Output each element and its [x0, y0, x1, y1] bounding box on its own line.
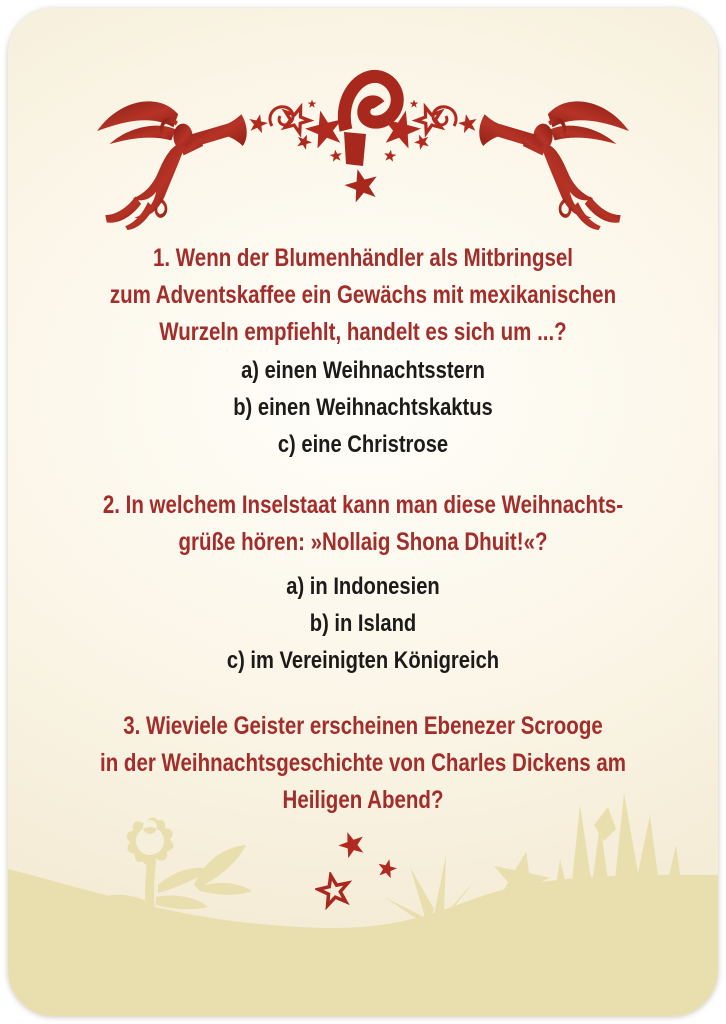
question-2 — [8, 487, 718, 561]
answer-option-b: b) einen Weihnachtskaktus — [233, 394, 493, 421]
question-1-line-2: zum Adventskaffee ein Gewächs mit mexikanischen — [109, 281, 617, 309]
question-1-line-3: Wurzeln empfiehlt, handelt es sich um ...? — [159, 318, 567, 346]
angel-trumpet-icon — [93, 90, 251, 230]
question-2-answers — [8, 568, 718, 679]
answer-option-c: c) eine Christrose — [277, 431, 449, 458]
plant-silhouette-landscape — [8, 789, 718, 1016]
question-3-line-3: Heiligen Abend? — [282, 786, 444, 814]
answer-option-a: a) in Indonesien — [286, 573, 440, 600]
angel-trumpet-icon — [475, 90, 633, 230]
question-3-line-1: 3. Wieviele Geister erscheinen Ebenezer Scrooge — [123, 712, 603, 740]
question-1 — [8, 240, 718, 351]
star-cluster-icon — [248, 98, 348, 168]
question-3 — [8, 708, 718, 819]
question-3-line-2: in der Weihnachtsgeschichte von Charles Dickens am — [100, 749, 626, 777]
answer-option-b: b) in Island — [309, 610, 417, 637]
answer-option-c: c) im Vereinigten Königreich — [226, 647, 500, 674]
question-1-answers — [8, 352, 718, 463]
answer-option-a: a) einen Weihnachtsstern — [241, 357, 485, 384]
red-star-icon — [376, 858, 398, 880]
quiz-card — [8, 8, 718, 1016]
question-mark-ornament-icon — [322, 64, 404, 204]
red-star-outline-icon — [315, 872, 353, 910]
red-star-icon — [337, 830, 367, 860]
question-2-line-2: grüße hören: »Nollaig Shona Dhuit!«? — [178, 528, 548, 556]
question-2-line-1: 2. In welchem Inselstaat kann man diese Weihnachts- — [102, 491, 624, 519]
star-cluster-icon — [378, 98, 478, 168]
question-1-line-1: 1. Wenn der Blumenhändler als Mitbringsel — [153, 244, 573, 272]
